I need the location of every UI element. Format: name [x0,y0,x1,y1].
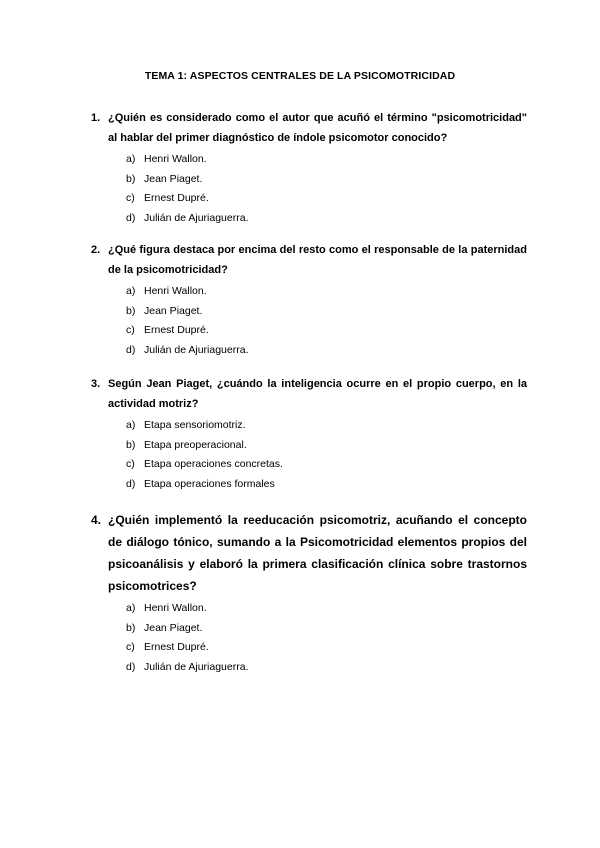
option-text: Julián de Ajuriaguerra. [144,660,249,673]
option-text: Henri Wallon. [144,153,207,165]
option-text: Jean Piaget. [144,304,203,317]
option-letter: c) [126,458,135,470]
option-text: Etapa operaciones concretas. [144,458,283,470]
option-text: Jean Piaget. [144,621,203,634]
option-text: Etapa operaciones formales [144,477,275,490]
options-list [91,599,527,677]
option-text: Etapa preoperacional. [144,438,247,451]
list-item [91,416,527,436]
option-text: Julián de Ajuriaguerra. [144,343,249,356]
option-text: Ernest Dupré. [144,192,209,204]
question-number: 3. [91,378,101,390]
question-3 [91,374,527,494]
option-letter: a) [126,602,136,614]
option-text: Jean Piaget. [144,172,203,185]
question-4 [91,509,527,677]
list-item [91,475,527,495]
list-item [91,189,527,209]
option-letter: d) [126,477,136,490]
option-letter: b) [126,621,136,634]
question-number: 2. [91,244,101,256]
list-item [91,619,527,639]
option-text: Etapa sensoriomotriz. [144,419,246,431]
list-item [91,150,527,170]
option-letter: b) [126,438,136,451]
option-letter: c) [126,641,135,653]
question-text: ¿Qué figura destaca por encima del resto como el responsable de la paternidad de la psicomotricidad? [108,244,527,276]
option-letter: c) [126,324,135,336]
list-item [91,341,527,361]
option-letter: d) [126,660,136,673]
option-letter: a) [126,285,136,297]
option-letter: d) [126,211,136,224]
option-text: Julián de Ajuriaguerra. [144,211,249,224]
question-text: Según Jean Piaget, ¿cuándo la inteligencia ocurre en el propio cuerpo, en la actividad motriz? [108,378,527,410]
question-text: ¿Quién es considerado como el autor que acuñó el término "psicomotricidad" al hablar del primer diagnóstico de índole psicomotor conocido? [108,112,527,144]
options-list [91,282,527,360]
list-item [91,599,527,619]
question-2 [91,240,527,360]
list-item [91,302,527,322]
question-text: ¿Quién implementó la reeducación psicomotriz, acuñando el concepto de diálogo tónico, sumando a la Psicomotricidad elementos propios del psicoanálisis y elaboró la primera clasificación clínica sobre trastornos psicomotrices? [108,513,527,593]
option-text: Henri Wallon. [144,602,207,614]
question-1 [91,108,527,228]
list-item [91,436,527,456]
option-letter: a) [126,419,136,431]
option-text: Ernest Dupré. [144,641,209,653]
option-letter: b) [126,172,136,185]
question-number: 1. [91,112,101,124]
list-item [91,658,527,678]
option-letter: d) [126,343,136,356]
option-letter: c) [126,192,135,204]
options-list [91,150,527,228]
list-item [91,209,527,229]
list-item [91,455,527,475]
option-letter: b) [126,304,136,317]
list-item [91,321,527,341]
list-item [91,170,527,190]
page-title: TEMA 1: ASPECTOS CENTRALES DE LA PSICOMOTRICIDAD [144,70,456,82]
question-number: 4. [91,513,102,527]
option-text: Henri Wallon. [144,285,207,297]
list-item [91,638,527,658]
option-text: Ernest Dupré. [144,324,209,336]
list-item [91,282,527,302]
option-letter: a) [126,153,136,165]
options-list [91,416,527,494]
